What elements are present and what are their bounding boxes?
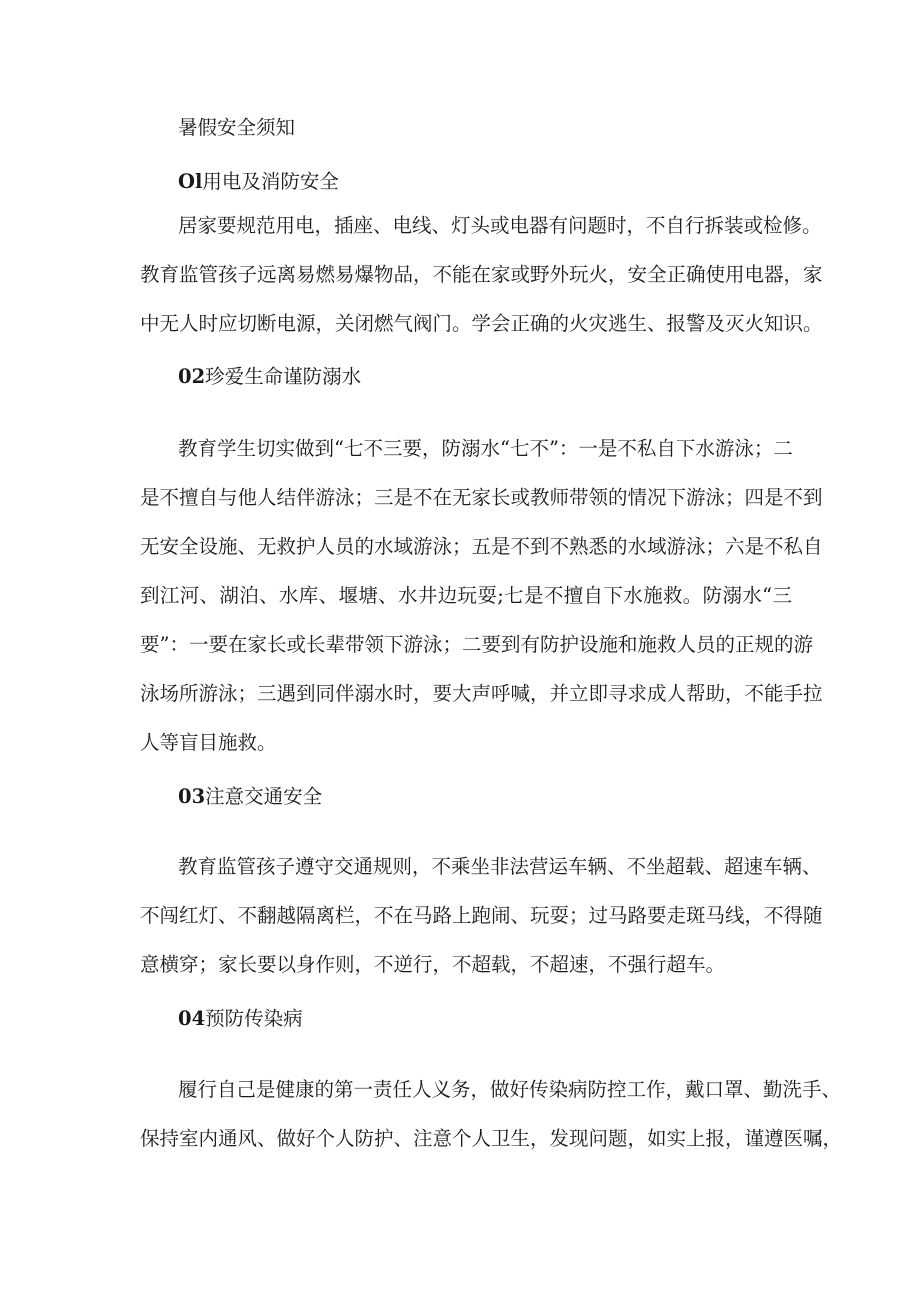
paragraph-line: 意横穿；家长要以身作则，不逆行，不超载，不超速，不强行超车。	[140, 953, 726, 976]
section-heading-1	[178, 170, 339, 194]
section-heading-3	[178, 785, 322, 809]
paragraph-line: 中无人时应切断电源，关闭燃气阀门。学会正确的火灾逃生、报警及灭火知识。	[140, 312, 823, 335]
section-number: 02	[178, 365, 206, 388]
paragraph-line: 居家要规范用电，插座、电线、灯头或电器有问题时，不自行拆装或检修。	[178, 214, 822, 237]
section-number: 04	[178, 1007, 206, 1030]
paragraph-line: 履行自己是健康的第一责任人义务，做好传染病防控工作，戴口罩、勤洗手、	[178, 1078, 842, 1101]
document-title: 暑假安全须知	[178, 116, 296, 139]
section-heading-4	[178, 1007, 303, 1031]
paragraph-line: 教育监管孩子远离易燃易爆物品，不能在家或野外玩火，安全正确使用电器，家	[140, 263, 823, 286]
paragraph-line: 人等盲目施救。	[140, 731, 277, 754]
section-heading-2	[178, 365, 361, 389]
section-number: Ol	[178, 170, 203, 193]
paragraph-line: 教育监管孩子遵守交通规则，不乘坐非法营运车辆、不坐超载、超速车辆、	[178, 855, 822, 878]
section-title: 珍爱生命谨防溺水	[205, 365, 362, 388]
paragraph-line: 泳场所游泳；三遇到同伴溺水时，要大声呼喊，并立即寻求成人帮助，不能手拉	[140, 682, 823, 705]
paragraph-line: 到江河、湖泊、水库、堰塘、水井边玩耍;七是不擅自下水施救。防溺水“三	[140, 584, 792, 607]
paragraph-line: 是不擅自与他人结伴游泳；三是不在无家长或教师带领的情况下游泳；四是不到	[140, 486, 823, 509]
section-title: 用电及消防安全	[202, 170, 339, 193]
paragraph-line: 不闯红灯、不翻越隔离栏，不在马路上跑闹、玩耍；过马路要走斑马线，不得随	[140, 904, 823, 927]
section-title: 预防传染病	[205, 1007, 303, 1030]
section-title: 注意交通安全	[205, 785, 323, 808]
paragraph-line: 保持室内通风、做好个人防护、注意个人卫生，发现问题，如实上报，谨遵医嘱，	[140, 1127, 843, 1150]
paragraph-line: 教育学生切实做到“七不三要，防溺水“七不”：一是不私自下水游泳；二	[178, 437, 793, 460]
paragraph-line: 要”：一要在家长或长辈带领下游泳；二要到有防护设施和施救人员的正规的游	[140, 633, 813, 656]
paragraph-line: 无安全设施、无救护人员的水域游泳；五是不到不熟悉的水域游泳；六是不私自	[140, 535, 823, 558]
section-number: 03	[178, 785, 206, 808]
